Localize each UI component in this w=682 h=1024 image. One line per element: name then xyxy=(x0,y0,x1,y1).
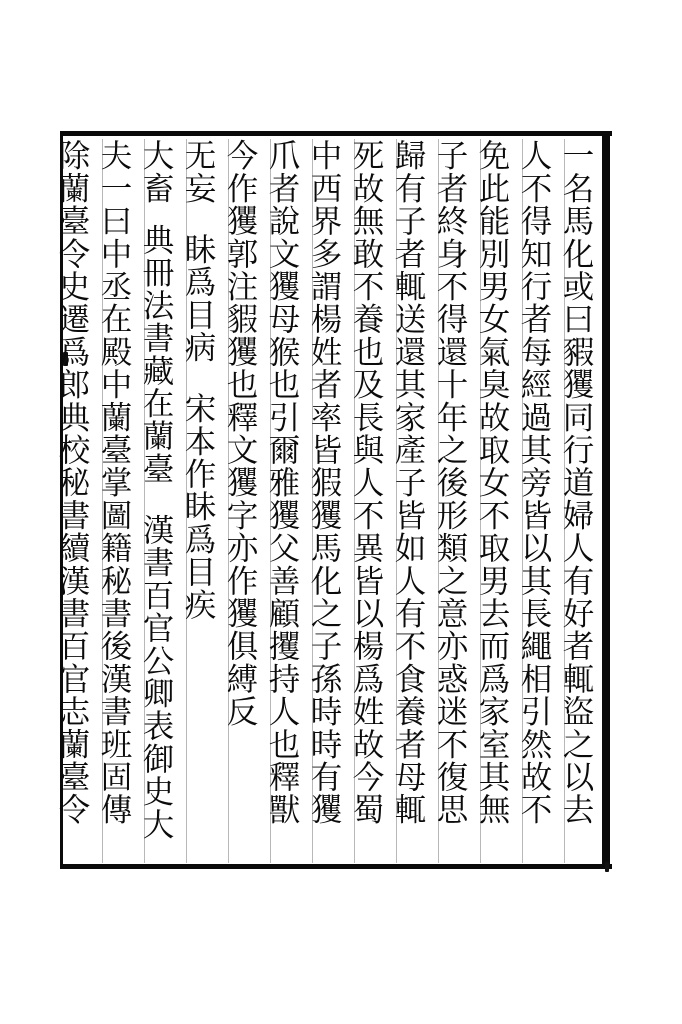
text-column-8: 爪者說文玃母猴也引爾雅玃父善顧攫持人也釋獸 xyxy=(264,139,300,826)
text-column-9: 今作玃郭注貑玃也釋文玃字亦作玃俱縛反 xyxy=(222,139,258,728)
text-column-7: 中西界多謂楊姓者率皆猳玃馬化之子孫時時有玃 xyxy=(306,139,342,826)
right-border-rule xyxy=(602,131,610,869)
text-column-13: 除蘭臺令史遷爲郎典校秘書續漢書百官志蘭臺令 xyxy=(54,139,90,826)
hexagram-heading: 大畜 xyxy=(138,139,174,205)
ink-speck xyxy=(605,862,609,872)
top-border-rule xyxy=(60,131,612,136)
quoted-phrase: 眛爲目病 xyxy=(180,232,216,364)
text-column-2: 人不得知行者每經過其旁皆以其長繩相引然故不 xyxy=(516,139,552,826)
bottom-border-rule xyxy=(60,864,612,869)
text-column-4: 子者終身不得還十年之後形類之意亦惑迷不復思 xyxy=(432,139,468,826)
text-column-12: 夫一曰中丞在殿中蘭臺掌圖籍秘書後漢書班固傳 xyxy=(96,139,132,826)
quoted-phrase: 典冊法書藏在蘭臺 xyxy=(138,223,174,485)
text-column-3: 免此能別男女氣臭故取女不取男去而爲家室其無 xyxy=(474,139,510,826)
commentary-note: 漢書百官公卿表御史大 xyxy=(138,513,174,841)
text-column-1: 一名馬化或曰豭玃同行道婦人有好者輒盜之以去 xyxy=(558,139,594,826)
hexagram-heading: 无妄 xyxy=(180,139,216,205)
text-column-6: 死故無敢不養也及長與人不異皆以楊爲姓故今蜀 xyxy=(348,139,384,826)
commentary-note: 宋本作眛爲目疾 xyxy=(180,391,216,621)
text-column-5: 歸有子者輒送還其家產子皆如人有不食養者母輒 xyxy=(390,139,426,826)
